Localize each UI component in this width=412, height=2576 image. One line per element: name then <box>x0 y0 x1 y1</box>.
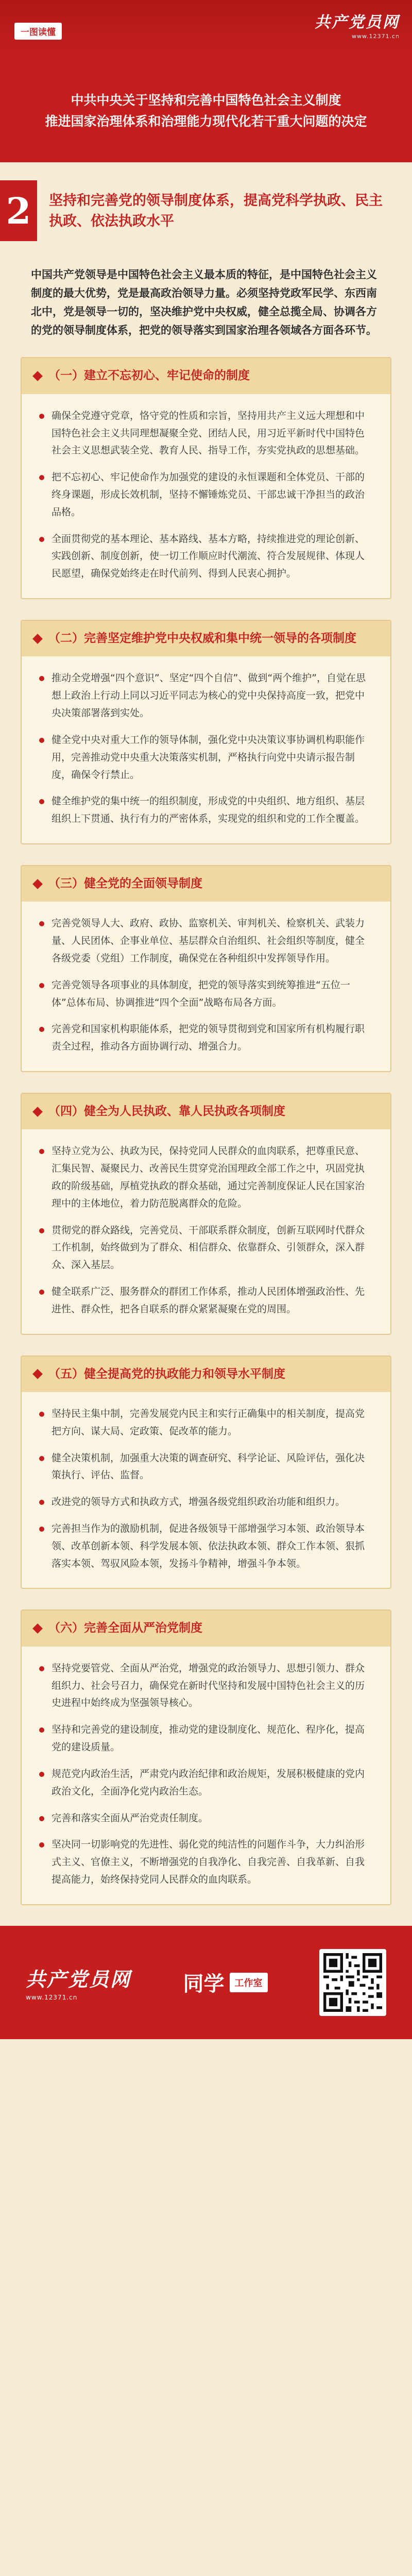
bullet-text: 推动全党增强“四个意识”、坚定“四个自信”、做到“两个维护”，自觉在思想上政治上行动上同以习近平同志为核心的党中央保持高度一致，把党中央决策部署落到实处。 <box>52 672 366 719</box>
bullet-item <box>39 1836 373 1888</box>
bullet-dot-icon <box>39 1666 44 1671</box>
diamond-marker-icon <box>32 879 43 889</box>
section-intro: 中国共产党领导是中国特色社会主义最本质的特征，是中国特色社会主义制度的最大优势，党是最高政治领导力量。必须坚持党政军民学、东西南北中，党是领导一切的，坚决维护党中央权威，健全总揽全局、协调各方的党的领导制度体系，把党的领导落实到国家治理各领域各方面各环节。 <box>0 260 412 357</box>
bullet-item <box>39 1143 373 1212</box>
card-body <box>22 1129 390 1333</box>
bullet-item <box>39 1494 373 1511</box>
section-title: 坚持和完善党的领导制度体系，提高党科学执政、民主执政、依法执政水平 <box>49 192 383 229</box>
brand-name: 共产党员网 <box>315 13 400 31</box>
section-card <box>21 357 391 599</box>
card-heading: （六）完善全面从严治党制度 <box>48 1621 202 1635</box>
bullet-dot-icon <box>39 676 44 681</box>
bullet-dot-icon <box>39 983 44 988</box>
bullet-item <box>39 1283 373 1318</box>
bullet-text: 贯彻党的群众路线，完善党员、干部联系群众制度，创新互联网时代群众工作机制，始终做到为了群众、相信群众、依靠群众、引领群众，深入群众、深入基层。 <box>52 1224 365 1271</box>
brand-url: www.12371.cn <box>352 33 400 40</box>
card-heading: （四）健全为人民执政、靠人民执政各项制度 <box>48 1104 285 1118</box>
bullet-dot-icon <box>39 1500 44 1505</box>
title-line-1: 中共中央关于坚持和完善中国特色社会主义制度 <box>71 92 341 108</box>
bullet-dot-icon <box>39 475 44 480</box>
card-header <box>22 1094 390 1129</box>
bullet-item <box>39 670 373 722</box>
footer-brand-name: 共产党员网 <box>26 1968 132 1991</box>
bullet-item <box>39 1222 373 1274</box>
card-header <box>22 866 390 902</box>
qr-code-graphic <box>323 1953 382 2012</box>
bullet-text: 完善党领导人大、政府、政协、监察机关、审判机关、检察机关、武装力量、人民团体、企事业单位、基层群众自治组织、社会组织等制度，健全各级党委（党组）工作制度，确保党在各种组织中发挥领导作用。 <box>52 918 365 964</box>
bullet-text: 坚持民主集中制，完善发展党内民主和实行正确集中的相关制度，提高党把方向、谋大局、定政策、促改革的能力。 <box>52 1408 365 1437</box>
bullet-dot-icon <box>39 1527 44 1532</box>
bullet-dot-icon <box>39 1842 44 1848</box>
card-header <box>22 1357 390 1392</box>
qr-code-icon[interactable] <box>319 1949 386 2016</box>
bullet-text: 确保全党遵守党章，恪守党的性质和宗旨，坚持用共产主义远大理想和中国特色社会主义共同理想凝聚全党、团结人民，用习近平新时代中国特色社会主义思想武装全党、教育人民、指导工作，夯实党执政的思想基础。 <box>52 410 365 456</box>
studio-label: 同学 <box>183 1972 225 1996</box>
bullet-text: 健全党中央对重大工作的领导体制，强化党中央决策议事协调机构职能作用，完善推动党中央重大决策落实机制，严格执行向党中央请示报告制度，确保令行禁止。 <box>52 734 365 781</box>
bullet-item <box>39 1520 373 1572</box>
bullet-dot-icon <box>39 414 44 419</box>
bullet-dot-icon <box>39 799 44 804</box>
bullet-item <box>39 1766 373 1801</box>
card-heading: （二）完善坚定维护党中央权威和集中统一领导的各项制度 <box>48 632 356 646</box>
card-heading: （一）建立不忘初心、牢记使命的制度 <box>48 369 250 383</box>
card-header <box>22 1611 390 1646</box>
bullet-text: 把不忘初心、牢记使命作为加强党的建设的永恒课题和全体党员、干部的终身课题，形成长效机制，坚持不懈锤炼党员、干部忠诚干净担当的政治品格。 <box>52 471 365 518</box>
bullet-text: 改进党的领导方式和执政方式，增强各级党组织政治功能和组织力。 <box>52 1496 346 1508</box>
bullet-text: 规范党内政治生活，严肃党内政治纪律和政治规矩，发展积极健康的党内政治文化，全面净化党内政治生态。 <box>52 1768 365 1797</box>
bullet-dot-icon <box>39 738 44 743</box>
diamond-marker-icon <box>32 1107 43 1117</box>
bullet-item <box>39 793 373 828</box>
bullet-dot-icon <box>39 1149 44 1154</box>
bullet-dot-icon <box>39 1228 44 1233</box>
footer <box>0 1926 412 2039</box>
title-line-2: 推进国家治理体系和治理能力现代化若干重大问题的决定 <box>45 114 367 129</box>
section-number: 2 <box>0 180 37 241</box>
bullet-item <box>39 1660 373 1712</box>
bullet-dot-icon <box>39 1027 44 1032</box>
bullet-item <box>39 1021 373 1056</box>
bullet-text: 坚决同一切影响党的先进性、弱化党的纯洁性的问题作斗争，大力纠治形式主义、官僚主义，不断增强党的自我净化、自我完善、自我革新、自我提高能力，始终保持党同人民群众的血肉联系。 <box>52 1839 365 1885</box>
card-body <box>22 394 390 598</box>
bullet-text: 完善和落实全面从严治党责任制度。 <box>52 1812 209 1824</box>
studio-tag: 工作室 <box>230 1973 268 1992</box>
bullet-dot-icon <box>39 1772 44 1777</box>
card-body <box>22 656 390 843</box>
footer-brand-url: www.12371.cn <box>26 1994 78 2002</box>
bullet-item <box>39 732 373 784</box>
section-card <box>21 1355 391 1589</box>
bullet-text: 坚持立党为公、执政为民，保持党同人民群众的血肉联系，把尊重民意、汇集民智、凝聚民力、改善民生贯穿党治国理政全部工作之中，巩固党执政的阶级基础，厚植党执政的群众基础，通过完善制度保证人民在国家治理中的主体地位，着力防范脱离群众的危险。 <box>52 1145 365 1209</box>
bullet-text: 完善担当作为的激励机制，促进各级领导干部增强学习本领、政治领导本领、改革创新本领、科学发展本领、依法执政本领、群众工作本领、狠抓落实本领、驾驭风险本领，发扬斗争精神，增强斗争本领。 <box>52 1523 365 1569</box>
diamond-marker-icon <box>32 371 43 381</box>
bullet-text: 坚持党要管党、全面从严治党，增强党的政治领导力、思想引领力、群众组织力、社会号召力，确保党在新时代坚持和发展中国特色社会主义的历史进程中始终成为坚强领导核心。 <box>52 1662 365 1709</box>
footer-brand[interactable] <box>26 1963 131 2001</box>
bullet-item <box>39 1810 373 1827</box>
card-heading: （五）健全提高党的执政能力和领导水平制度 <box>48 1367 285 1381</box>
diamond-marker-icon <box>32 1369 43 1379</box>
bullet-dot-icon <box>39 1456 44 1461</box>
bullet-text: 坚持和完善党的建设制度，推动党的建设制度化、规范化、程序化，提高党的建设质量。 <box>52 1724 365 1753</box>
bullet-dot-icon <box>39 1727 44 1733</box>
brand-logo[interactable] <box>315 9 400 40</box>
title-band <box>0 59 412 162</box>
section-heading <box>0 162 412 260</box>
bullet-dot-icon <box>39 921 44 926</box>
bullet-text: 健全维护党的集中统一的组织制度，形成党的中央组织、地方组织、基层组织上下贯通、执行有力的严密体系，实现党的组织和党的工作全覆盖。 <box>52 795 365 825</box>
bullet-dot-icon <box>39 1412 44 1417</box>
bullet-item <box>39 1405 373 1440</box>
card-header <box>22 358 390 394</box>
card-body <box>22 902 390 1071</box>
cards-container <box>0 357 412 1905</box>
card-heading: （三）健全党的全面领导制度 <box>48 876 202 890</box>
section-card <box>21 1609 391 1905</box>
bullet-item <box>39 531 373 583</box>
bullet-dot-icon <box>39 1816 44 1821</box>
header-tag: 一图读懂 <box>14 23 62 40</box>
section-card <box>21 620 391 844</box>
section-card <box>21 865 391 1072</box>
bullet-text: 全面贯彻党的基本理论、基本路线、基本方略，持续推进党的理论创新、实践创新、制度创新，使一切工作顺应时代潮流、符合发展规律、体现人民愿望，确保党始终走在时代前列、得到人民衷心拥护。 <box>52 533 365 580</box>
card-header <box>22 621 390 656</box>
bullet-item <box>39 915 373 967</box>
bullet-item <box>39 977 373 1012</box>
studio-logo <box>183 1968 268 1997</box>
bullet-item <box>39 1721 373 1756</box>
bullet-item <box>39 408 373 460</box>
card-body <box>22 1392 390 1588</box>
bullet-text: 完善党领导各项事业的具体制度，把党的领导落实到统筹推进“五位一体”总体布局、协调推进“四个全面”战略布局各方面。 <box>52 979 350 1008</box>
bullet-text: 健全决策机制，加强重大决策的调查研究、科学论证、风险评估，强化决策执行、评估、监督。 <box>52 1452 365 1481</box>
bullet-text: 健全联系广泛、服务群众的群团工作体系，推动人民团体增强政治性、先进性、群众性，把各自联系的群众紧紧凝聚在党的周围。 <box>52 1286 365 1315</box>
diamond-marker-icon <box>32 634 43 644</box>
section-card <box>21 1093 391 1335</box>
card-body <box>22 1647 390 1904</box>
bullet-item <box>39 1450 373 1485</box>
diamond-marker-icon <box>32 1623 43 1634</box>
bullet-dot-icon <box>39 537 44 542</box>
bullet-item <box>39 469 373 521</box>
bullet-dot-icon <box>39 1290 44 1295</box>
bullet-text: 完善党和国家机构职能体系，把党的领导贯彻到党和国家所有机构履行职责全过程，推动各方面协调行动、增强合力。 <box>52 1023 365 1053</box>
header <box>0 0 412 59</box>
